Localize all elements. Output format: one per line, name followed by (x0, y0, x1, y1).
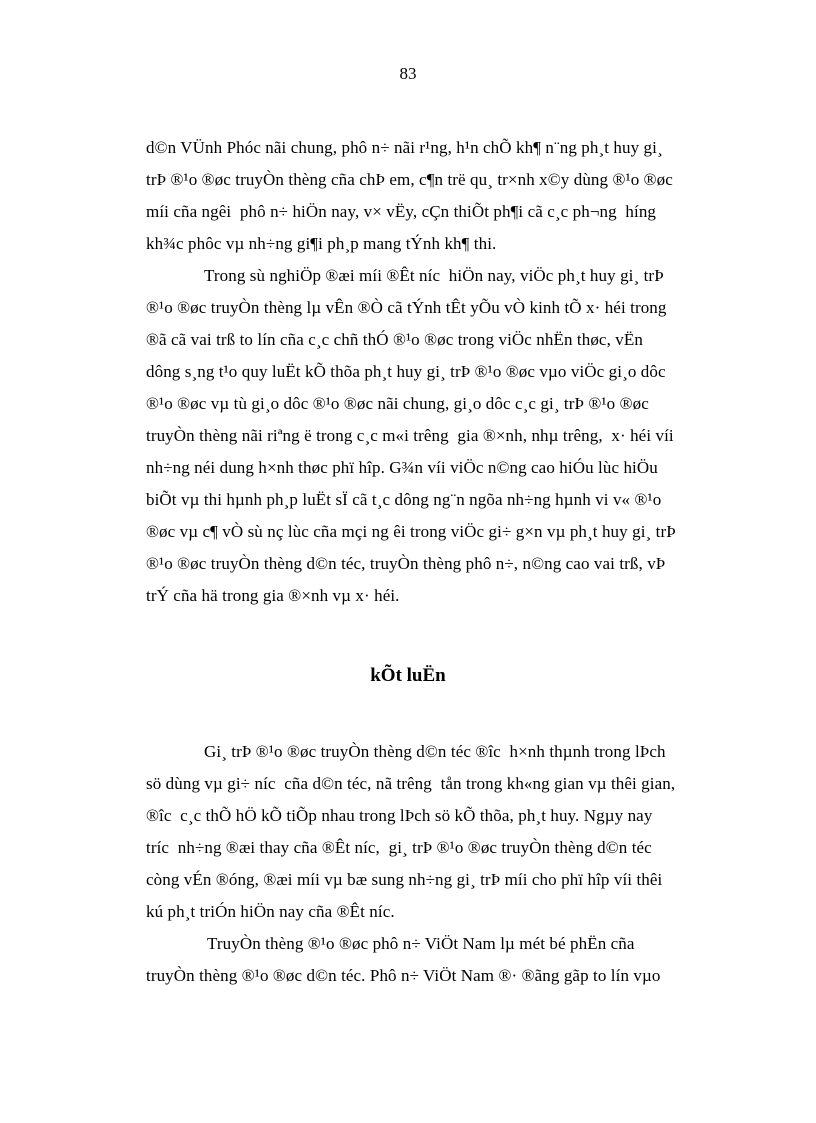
text-line: trÞ ®¹o ®øc truyÒn thèng cña chÞ em, c¶n trë qu¸ tr×nh x©y dùng ®¹o ®øc (146, 170, 673, 189)
text-line: ®¹o ®øc vµ tù gi¸o dôc ®¹o ®øc nãi chung, gi¸o dôc c¸c gi¸ trÞ ®¹o ®øc (146, 394, 649, 413)
page-number: 83 (399, 64, 417, 83)
text-line: Gi¸ trÞ ®¹o ®øc truyÒn thèng d©n téc ®îc h×nh thµnh trong lÞch (204, 742, 666, 761)
text-line: kú ph¸t triÓn hiÖn nay cña ®Êt níc. (146, 902, 395, 921)
text-line: TruyÒn thèng ®¹o ®øc phô n÷ ViÖt Nam lµ mét bé phËn cña (207, 934, 635, 953)
text-line: sö dùng vµ gi÷ níc cña d©n téc, nã trêng tån trong kh«ng gian vµ thêi gian, (146, 774, 676, 793)
text-line: biÕt vµ thi hµnh ph¸p luËt sÏ cã t¸c dông ng¨n ngõa nh÷ng hµnh vi v« ®¹o (146, 490, 662, 509)
text-line: d©n VÜnh Phóc nãi chung, phô n÷ nãi r¹ng, h¹n chÕ kh¶ n¨ng ph¸t huy gi¸ (146, 138, 663, 157)
text-line: trÝ cña hä trong gia ®×nh vµ x· héi. (146, 586, 400, 605)
text-line: còng vÉn ®óng, ®æi míi vµ bæ sung nh÷ng gi¸ trÞ míi cho phï hîp víi thêi (146, 870, 663, 889)
text-line: ®ã cã vai trß to lín cña c¸c chñ thÓ ®¹o ®øc trong viÖc nhËn thøc, vËn (146, 330, 643, 349)
text-line: nh÷ng néi dung h×nh thøc phï hîp. G¾n víi viÖc n©ng cao hiÓu lùc hiÖu (146, 458, 658, 477)
text-line: míi cña ngêi phô n÷ hiÖn nay, v× vËy, cÇn thiÕt ph¶i cã c¸c ph¬ng híng (146, 202, 657, 221)
text-line: truyÒn thèng nãi riªng ë trong c¸c m«i trêng gia ®×nh, nhµ trêng, x· héi víi (146, 426, 674, 445)
section-heading: kÕt luËn (370, 665, 446, 686)
text-line: truyÒn thèng ®¹o ®øc d©n téc. Phô n÷ ViÖt Nam ®· ®ãng gãp to lín vµo (146, 966, 661, 985)
text-line: Trong sù nghiÖp ®æi míi ®Êt níc hiÖn nay, viÖc ph¸t huy gi¸ trÞ (204, 266, 664, 285)
text-line: dông s¸ng t¹o quy luËt kÕ thõa ph¸t huy gi¸ trÞ ®¹o ®øc vµo viÖc gi¸o dôc (146, 362, 666, 381)
text-line: tríc nh÷ng ®æi thay cña ®Êt níc, gi¸ trÞ ®¹o ®øc truyÒn thèng d©n téc (146, 838, 652, 857)
text-line: ®øc vµ c¶ vÒ sù nç lùc cña mçi ng êi trong viÖc gi÷ g×n vµ ph¸t huy gi¸ trÞ (146, 522, 676, 541)
text-line: ®¹o ®øc truyÒn thèng d©n téc, truyÒn thèng phô n÷, n©ng cao vai trß, vÞ (146, 554, 666, 573)
text-line: ®îc c¸c thÕ hÖ kÕ tiÕp nhau trong lÞch sö kÕ thõa, ph¸t huy. Ngµy nay (146, 806, 653, 825)
text-line: kh¾c phôc vµ nh÷ng gi¶i ph¸p mang tÝnh kh¶ thi. (146, 234, 497, 253)
text-line: ®¹o ®øc truyÒn thèng lµ vÊn ®Ò cã tÝnh tÊt yÕu vÒ kinh tÕ x· héi trong (146, 298, 667, 317)
